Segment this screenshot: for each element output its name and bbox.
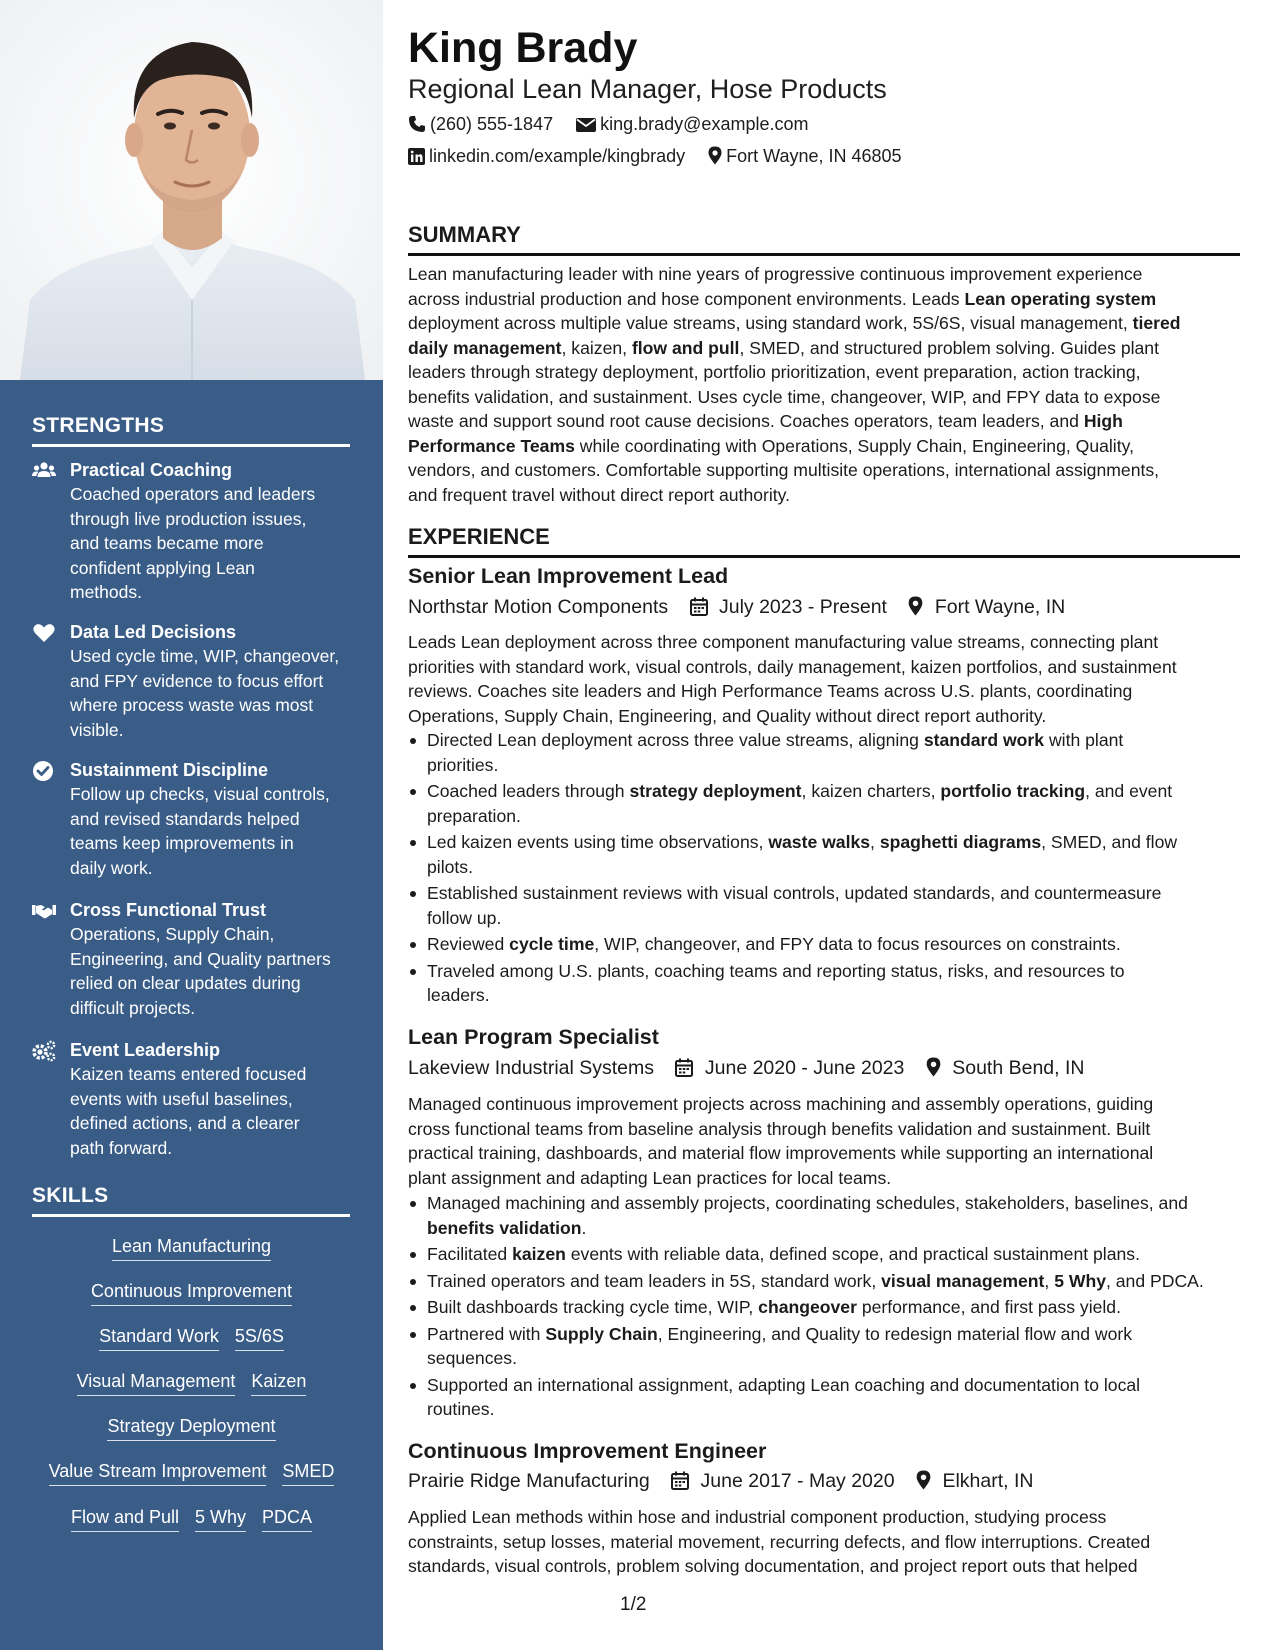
calendar-icon [690,597,708,616]
text-run: performance, and first pass yield. [856,1297,1121,1317]
skill-tag: Strategy Deployment [107,1416,275,1441]
profile-photo [0,0,383,380]
text-run: preparation. [427,805,521,826]
job-meta [408,1057,1084,1080]
text-run: , SMED, and structured problem solving. Guides plant [739,337,1159,358]
calendar-icon [675,1058,693,1077]
emphasis-text: High [1083,411,1123,431]
text-run: Facilitated [427,1244,513,1264]
contact-location: Fort Wayne, IN 46805 [708,146,901,166]
text-run: Managed machining and assembly projects, coordinating schedules, stakeholders, baselines, and [427,1193,1188,1213]
skill-tag: 5 Why [195,1507,246,1532]
sidebar-panel [0,380,383,1650]
bullet-item [408,728,1240,777]
text-run: waste and support sound root cause decisions. Coaches operators, team leaders, and [408,411,1084,431]
candidate-name: King Brady [408,24,638,72]
summary-line [408,262,1240,287]
text-run: Lean manufacturing leader with nine years of progressive continuous improvement experience [408,264,1143,284]
contact-row [408,146,920,167]
skill-tag: Visual Management [77,1371,236,1396]
gears-icon [32,1040,56,1062]
job-meta [408,1470,1033,1493]
skills-heading: SKILLS [32,1184,350,1217]
emphasis-text: changeover [758,1297,857,1317]
summary-heading: SUMMARY [408,222,1240,256]
text-run: pilots. [427,856,473,877]
job-company: Prairie Ridge Manufacturing [408,1470,650,1492]
strength-description: Used cycle time, WIP, changeover, and FPY evidence to focus effort where process waste was most visible. [70,646,340,740]
emphasis-text: daily management [408,337,562,358]
bullet-item [408,830,1240,879]
job-dates: June 2017 - May 2020 [700,1470,895,1492]
text-run: Led kaizen events using time observations, [427,832,769,852]
envelope-icon [576,117,596,133]
emphasis-text: 5 Why [1054,1270,1106,1291]
bullet-item [408,1373,1240,1422]
text-run: deployment across multiple value streams, using standard work, 5S/6S, visual management, [408,313,1133,333]
emphasis-text: Lean operating system [964,288,1157,309]
text-run: vendors, and customers. Comfortable supporting multisite operations, international assignments, [408,460,1160,480]
strength-title: Event Leadership [70,1040,221,1060]
text-run: , [870,832,880,852]
strength-title: Practical Coaching [70,460,233,480]
job-dates: June 2020 - June 2023 [704,1057,905,1079]
skill-tag: Flow and Pull [71,1507,179,1532]
emphasis-text: portfolio tracking [940,781,1086,801]
text-run: Established sustainment reviews with visual controls, updated standards, and countermeasure [427,883,1162,903]
strength-description: Follow up checks, visual controls, and revised standards helped teams keep improvements in daily work. [70,784,330,878]
text-run: routines. [427,1399,495,1419]
skill-tag: Value Stream Improvement [49,1461,267,1486]
text-run: , Engineering, and Quality to redesign material flow and work [657,1323,1133,1344]
summary-line [408,409,1240,434]
text-run: , WIP, changeover, and FPY data to focus resources on constraints. [594,934,1121,954]
emphasis-text: benefits validation [427,1217,582,1238]
page-number: 1/2 [620,1594,647,1615]
strength-description: Operations, Supply Chain, Engineering, and Quality partners relied on clear updates during difficult projects. [70,924,331,1018]
bullet-item [408,932,1240,957]
text-run: , kaizen, [561,337,632,358]
skill-tag: PDCA [262,1507,312,1532]
skill-tag: Kaizen [251,1371,306,1396]
emphasis-text: Supply Chain [545,1323,658,1344]
text-run: Reviewed [427,934,510,954]
contact-linkedin[interactable]: linkedin.com/example/kingbrady [408,146,690,166]
emphasis-text: tiered [1132,313,1181,333]
text-run: with plant [1044,730,1124,750]
text-run: priorities. [427,754,499,775]
skill-tag: 5S/6S [235,1326,284,1351]
portrait-image [0,0,383,380]
emphasis-text: waste walks [768,832,871,852]
map-pin-icon [916,1470,931,1490]
text-run: and frequent travel without direct report authority. [408,484,791,505]
job-meta [408,596,1065,619]
bullet-item [408,779,1240,828]
text-run: while coordinating with Operations, Supply Chain, Engineering, Quality, [574,435,1134,456]
text-run: events with reliable data, defined scope, and practical sustainment plans. [565,1244,1140,1264]
job-dates: July 2023 - Present [718,596,887,618]
skills-row [0,1507,383,1532]
job-title: Lean Program Specialist [408,1025,659,1049]
text-run: Directed Lean deployment across three value streams, aligning [427,730,924,750]
skills-row [0,1416,383,1441]
job-description: Applied Lean methods within hose and industrial component production, studying process constraints, setup losses, material movement, recurring defects, and flow interruptions. Created standards, visual controls, problem solving documentation, and project report outs that helped [408,1507,1151,1576]
strength-title: Cross Functional Trust [70,900,267,920]
bullet-item [408,881,1240,930]
job-company: Northstar Motion Components [408,596,669,618]
bullet-item [408,1322,1240,1371]
summary-line [408,458,1240,483]
emphasis-text: cycle time [509,934,595,954]
strength-description: Coached operators and leaders through live production issues, and teams became more confident applying Lean methods. [70,484,316,602]
emphasis-text: spaghetti diagrams [879,832,1042,852]
job-location: Fort Wayne, IN [934,596,1066,618]
job-description: Leads Lean deployment across three component manufacturing value streams, connecting plant priorities with standard work, visual controls, daily management, kaizen portfolios, and sustainment reviews. Coaches site leaders and High Performance Teams across U.S. plants, coordinating Operations, Supply Chain, Engineering, and Quality without direct report authority. [408,632,1177,726]
strength-title: Data Led Decisions [70,622,237,642]
phone-icon [408,115,426,133]
skill-tag: Lean Manufacturing [112,1236,271,1261]
job-title: Continuous Improvement Engineer [408,1439,767,1463]
text-run: , SMED, and flow [1041,832,1178,852]
skills-row [0,1461,383,1486]
text-run: sequences. [427,1348,517,1368]
job-location: Elkhart, IN [942,1470,1034,1492]
text-run: Partnered with [427,1323,546,1344]
job-title: Senior Lean Improvement Lead [408,564,729,588]
summary-line [408,311,1240,336]
text-run: , kaizen charters, [801,781,941,801]
contact-phone[interactable]: (260) 555-1847 [408,114,558,134]
map-pin-icon [908,596,923,616]
emphasis-text: strategy deployment [629,781,802,801]
text-run: benefits validation, and sustainment. Uses cycle time, changeover, WIP, and FPY data to expose [408,386,1161,407]
emphasis-text: Performance Teams [408,435,575,456]
strength-description: Kaizen teams entered focused events with useful baselines, defined actions, and a clearer path forward. [70,1064,307,1158]
check-circle-icon [32,760,56,782]
handshake-icon [32,900,56,922]
job-description: Managed continuous improvement projects across machining and assembly operations, guiding cross functional teams from baseline analysis through benefits validation and sustainment. Built practical training, dashboards, and material flow improvements while supporting an international plant assignment and adapting Lean practices for local teams. [408,1094,1154,1188]
text-run: Coached leaders through [427,781,630,801]
experience-heading: EXPERIENCE [408,524,1240,558]
text-run: Trained operators and team leaders in 5S, standard work, [427,1270,882,1291]
bullet-item [408,1295,1240,1320]
job-location: South Bend, IN [952,1057,1085,1079]
text-run: , and event [1085,781,1173,801]
calendar-icon [671,1471,689,1490]
text-run: Built dashboards tracking cycle time, WIP, [427,1297,759,1317]
summary-line [408,336,1240,361]
text-run: leaders. [427,985,490,1005]
emphasis-text: visual management [881,1270,1045,1291]
summary-line [408,360,1240,385]
text-run: , and PDCA. [1106,1270,1204,1291]
map-pin-icon [926,1057,941,1077]
job-bullets [408,1191,1240,1424]
candidate-headline: Regional Lean Manager, Hose Products [408,74,887,104]
summary-line [408,385,1240,410]
bullet-item [408,1242,1240,1267]
contact-email[interactable]: king.brady@example.com [576,114,808,134]
skill-tag: Continuous Improvement [91,1281,292,1306]
text-run: leaders through strategy deployment, portfolio prioritization, event preparation, action tracking, [408,362,1141,382]
linkedin-icon [408,148,425,165]
map-pin-icon [708,146,722,165]
strength-title: Sustainment Discipline [70,760,269,780]
strengths-heading: STRENGTHS [32,414,350,447]
bullet-item [408,959,1240,1008]
users-icon [32,460,56,482]
skills-row [0,1326,383,1351]
text-run: . [581,1217,587,1238]
text-run: follow up. [427,907,502,928]
job-company: Lakeview Industrial Systems [408,1057,655,1079]
skill-tag: SMED [282,1461,334,1486]
text-run: Traveled among U.S. plants, coaching teams and reporting status, risks, and resources to [427,960,1125,981]
contact-row [408,114,826,135]
emphasis-text: flow and pull [631,337,740,358]
heart-icon [32,622,56,644]
text-run: , [1044,1270,1055,1291]
emphasis-text: kaizen [512,1244,566,1264]
text-run: across industrial production and hose component environments. Leads [408,288,965,309]
sidebar [0,0,383,1650]
job-bullets [408,728,1240,1010]
bullet-item [408,1191,1240,1240]
summary-line [408,483,1240,508]
skills-row [0,1371,383,1396]
summary-line [408,434,1240,459]
bullet-item [408,1269,1240,1294]
skills-row [0,1281,383,1306]
skills-row [0,1236,383,1261]
text-run: Supported an international assignment, adapting Lean coaching and documentation to local [427,1374,1141,1395]
emphasis-text: standard work [923,730,1045,750]
summary-line [408,287,1240,312]
summary-text [408,262,1240,507]
skill-tag: Standard Work [99,1326,219,1351]
